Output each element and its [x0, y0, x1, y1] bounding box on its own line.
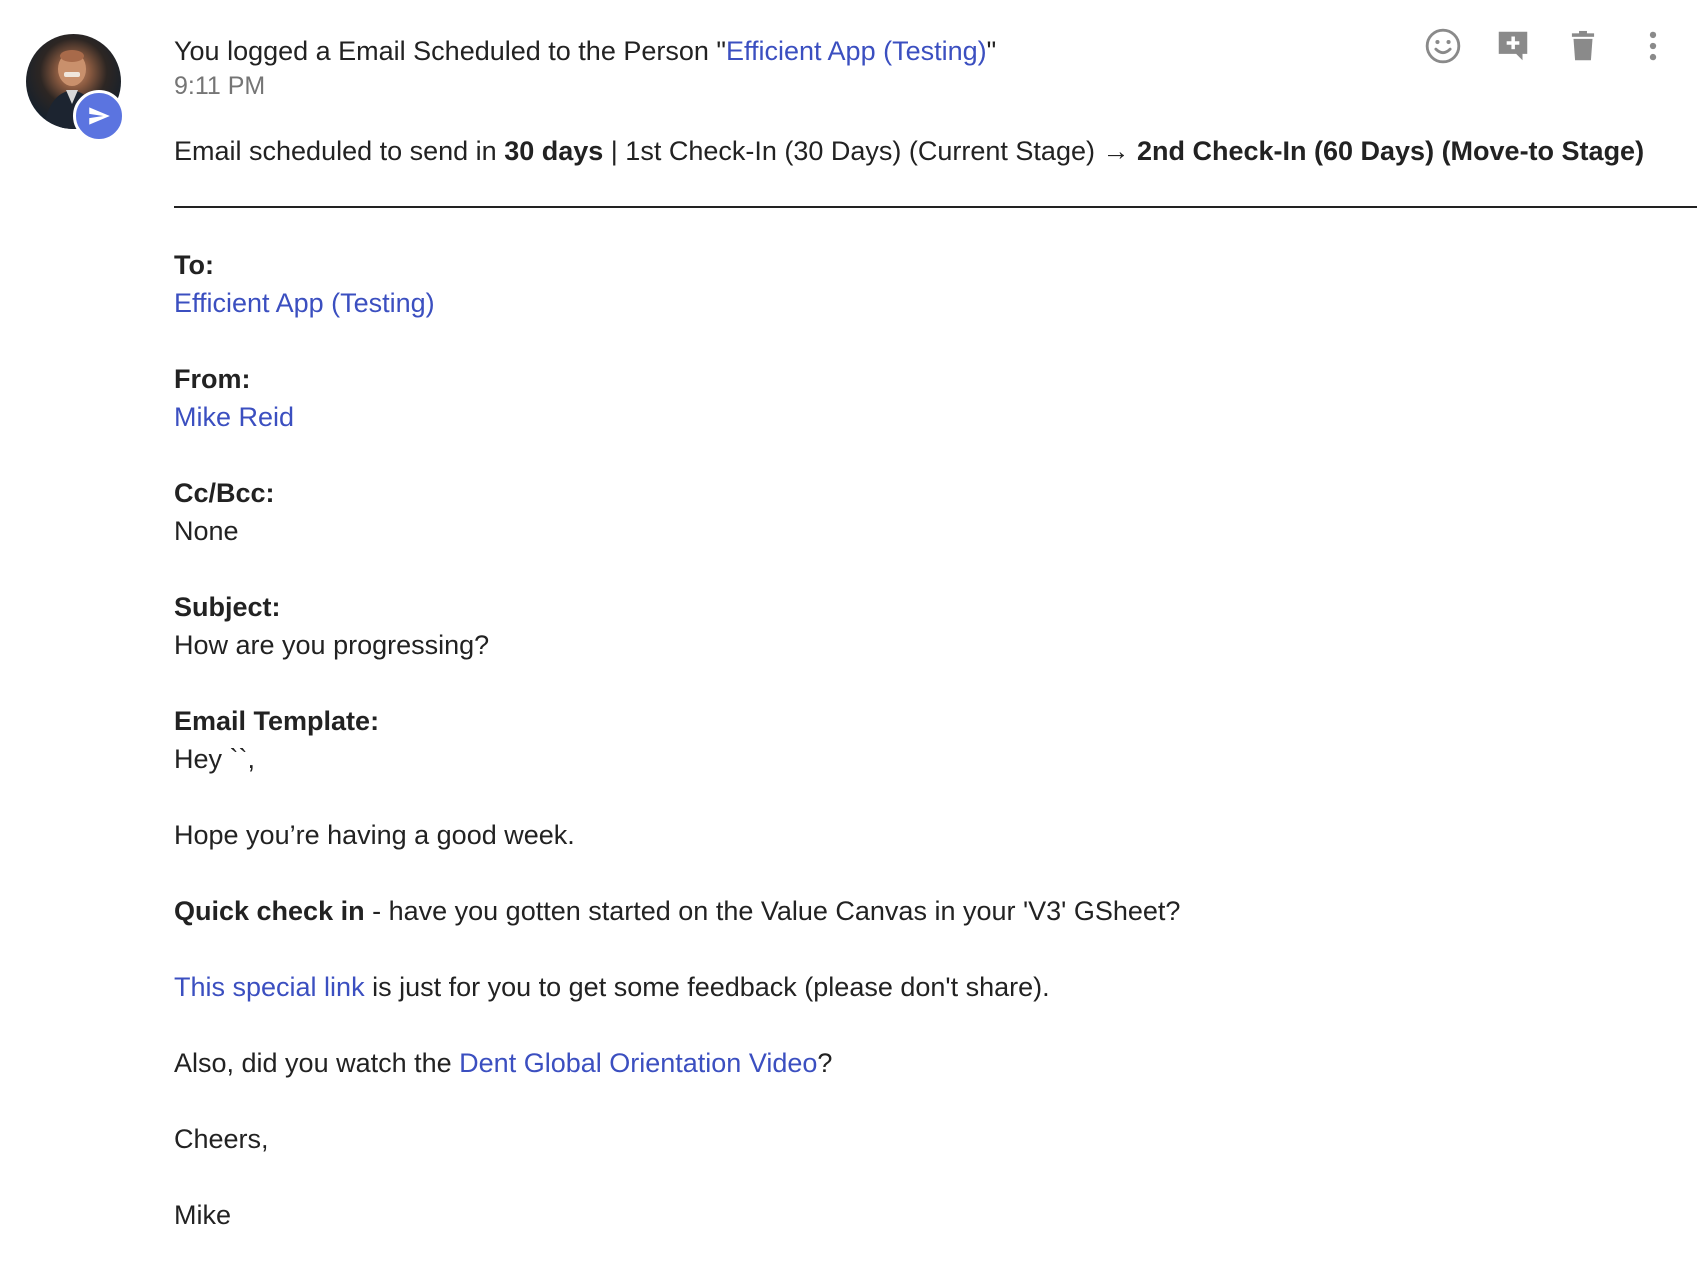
person-link[interactable]: Efficient App (Testing) — [725, 36, 987, 66]
template-greeting: Hey ``, — [174, 744, 255, 774]
email-line-4-prefix: Also, did you watch the — [174, 1048, 460, 1078]
send-badge-icon — [73, 90, 125, 142]
from-field — [174, 360, 1697, 436]
headline-suffix: " — [986, 36, 997, 66]
activity-headline — [174, 34, 1697, 68]
to-label: To: — [174, 250, 214, 280]
email-line-3-text: is just for you to get some feedback (please don't share). — [364, 972, 1050, 1002]
special-link[interactable]: This special link — [174, 972, 365, 1002]
summary-prefix: Email scheduled to send in — [174, 136, 505, 166]
summary-duration: 30 days — [504, 136, 604, 166]
template-label: Email Template: — [174, 706, 380, 736]
schedule-summary — [174, 134, 1697, 168]
email-line-4-suffix: ? — [817, 1048, 833, 1078]
email-line-2 — [174, 892, 1697, 930]
activity-content — [174, 34, 1697, 1272]
email-line-4 — [174, 1044, 1697, 1082]
quick-check-in: Quick check in — [174, 896, 365, 926]
email-line-2-text: - have you gotten started on the Value Canvas in your 'V3' GSheet? — [364, 896, 1181, 926]
email-line-3 — [174, 968, 1697, 1006]
cc-label: Cc/Bcc: — [174, 478, 275, 508]
divider — [174, 206, 1697, 208]
subject-field — [174, 588, 1697, 664]
to-link[interactable]: Efficient App (Testing) — [174, 288, 435, 318]
activity-time: 9:11 PM — [174, 72, 266, 100]
subject-value: How are you progressing? — [174, 630, 490, 660]
summary-current-stage: | 1st Check-In (30 Days) (Current Stage) → — [603, 136, 1137, 166]
subject-label: Subject: — [174, 592, 281, 622]
from-link[interactable]: Mike Reid — [174, 402, 295, 432]
template-field — [174, 702, 1697, 778]
cc-value: None — [174, 516, 239, 546]
avatar-container — [26, 34, 121, 129]
email-signoff: Cheers, — [174, 1124, 269, 1154]
summary-move-to-stage: 2nd Check-In (60 Days) (Move-to Stage) — [1136, 136, 1645, 166]
orientation-video-link[interactable]: Dent Global Orientation Video — [459, 1048, 818, 1078]
email-signature: Mike — [174, 1200, 232, 1230]
cc-field — [174, 474, 1697, 550]
email-fields — [174, 246, 1697, 1234]
from-label: From: — [174, 364, 251, 394]
to-field — [174, 246, 1697, 322]
email-line-1: Hope you’re having a good week. — [174, 820, 575, 850]
headline-prefix: You logged a Email Scheduled to the Person " — [174, 36, 726, 66]
